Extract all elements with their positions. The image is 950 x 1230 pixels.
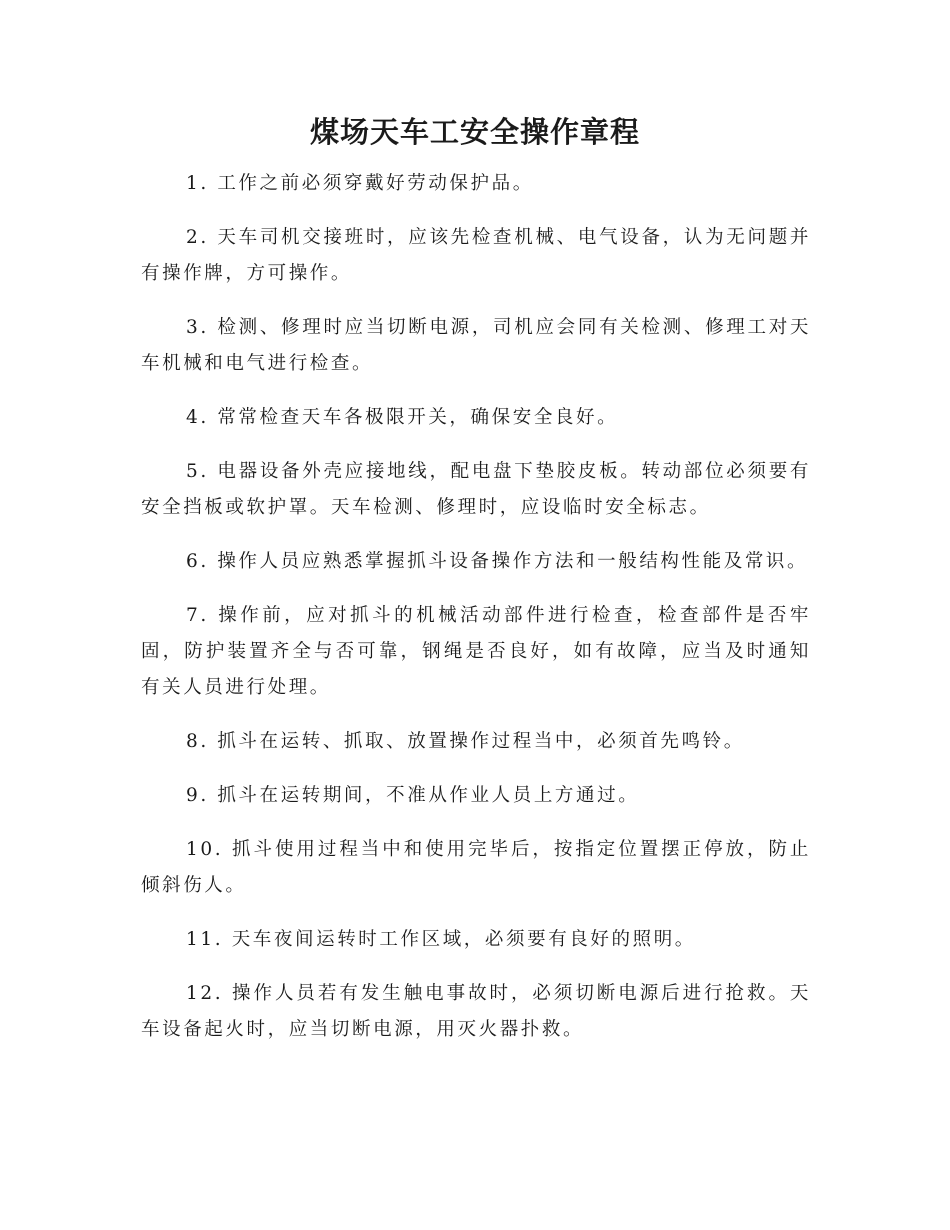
rule-paragraph-1: 1. 工作之前必须穿戴好劳动保护品。: [186, 173, 534, 194]
rule-paragraph-9: 9. 抓斗在运转期间，不准从作业人员上方通过。: [186, 785, 640, 806]
rule-paragraph-12: 12. 操作人员若有发生触电事故时，必须切断电源后进行抢救。天车设备起火时，应当切断电源，用灭火器扑救。: [141, 983, 811, 1040]
rule-paragraph-10: 10. 抓斗使用过程当中和使用完毕后，按指定位置摆正停放，防止倾斜伤人。: [141, 839, 811, 896]
document-body: [141, 166, 811, 1066]
rule-paragraph-2: 2. 天车司机交接班时，应该先检查机械、电气设备，认为无问题并有操作牌，方可操作。: [141, 227, 811, 284]
rule-paragraph-11: 11. 天车夜间运转时工作区域，必须要有良好的照明。: [186, 929, 696, 950]
rule-paragraph-7: 7. 操作前，应对抓斗的机械活动部件进行检查，检查部件是否牢固，防护装置齐全与否可靠，钢绳是否良好，如有故障，应当及时通知有关人员进行处理。: [141, 605, 811, 698]
rule-paragraph-3: 3. 检测、修理时应当切断电源，司机应会同有关检测、修理工对天车机械和电气进行检查。: [141, 317, 811, 374]
rule-paragraph-4: 4. 常常检查天车各极限开关，确保安全良好。: [186, 407, 619, 428]
rule-paragraph-8: 8. 抓斗在运转、抓取、放置操作过程当中，必须首先鸣铃。: [186, 731, 745, 752]
document-title: 煤场天车工安全操作章程: [309, 115, 640, 149]
rule-paragraph-5: 5. 电器设备外壳应接地线，配电盘下垫胶皮板。转动部位必须要有安全挡板或软护罩。天车检测、修理时，应设临时安全标志。: [141, 461, 811, 518]
rule-paragraph-6: 6. 操作人员应熟悉掌握抓斗设备操作方法和一般结构性能及常识。: [186, 551, 809, 572]
